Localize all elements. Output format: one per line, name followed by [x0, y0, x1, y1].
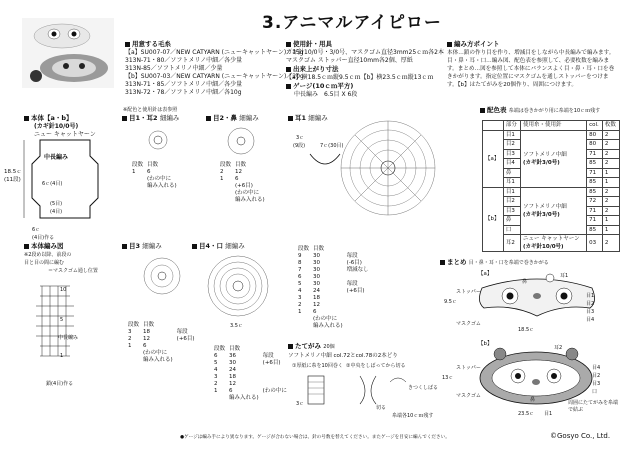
matome-stopper-b: ストッパー	[456, 365, 481, 371]
body-chart-footer: 鎖(4目)作る	[46, 381, 74, 387]
color-note: ※配色と使用針は表参照	[123, 107, 178, 113]
row-label: 5	[60, 317, 64, 323]
matome-b-part: 口	[592, 389, 598, 395]
matome-a-part: 目3	[586, 309, 595, 315]
materials-line: 313N-71・80／ソフトメリノ中細／各少量	[125, 57, 243, 64]
mimi1-table: 段数 目数 9 30 毎段 8 30 (-6目) 7 30 増減なし 6 30 5 30 毎段 4 24 (+6目) 3 18 2 12 1 6 (わの中に 編み入れる)	[298, 246, 369, 329]
matome-a-part: 鼻	[522, 279, 528, 285]
materials-heading: 用意する毛糸	[132, 40, 171, 48]
materials-line: 313N-85／ソフトメリノ中細／少量	[125, 65, 223, 72]
mimi1-dim: 7ｃ(30目)	[320, 143, 344, 149]
part-me2: 目2・鼻 細編み	[206, 114, 259, 123]
matome-gomu-b: マスクゴム	[456, 393, 481, 399]
part-me3-table: 段数 目数 3 18 毎段 2 12 (+6目) 1 6 (わの中に 編み入れる)	[128, 322, 195, 363]
size-text: 【a】横18.5ｃｍ縦9.5ｃｍ【b】横23.5ｃｍ縦13ｃｍ	[286, 74, 434, 81]
body-center-label: 中長編み	[44, 154, 69, 161]
materials-section	[125, 40, 304, 97]
matome-a-part: 目4	[586, 317, 595, 323]
gauge-heading: ゲージ(10ｃｍ平方)	[293, 82, 354, 90]
footer-note: ●ゲージは編み手により異なります。ゲージが合わない場合は、針の号数を替えてください。またゲージを目安に編んでください。	[180, 435, 450, 440]
tategami-3c: 3ｃ	[296, 401, 305, 407]
body-heading: 本体【a・b】	[31, 114, 73, 122]
gauge-text: 中長編み 6.5目 X 6段	[294, 91, 358, 98]
part-me3: 目3 細編み	[122, 242, 162, 251]
body-dim: (4目)	[50, 209, 63, 215]
points-section	[447, 40, 619, 89]
body-diagram	[20, 138, 120, 238]
body-dim: (5目)	[50, 201, 63, 207]
part-me4-table: 段数 目数 6 36 毎段 5 30 (+6目) 4 24 3 18 2 12 1 6 (わの中に 編み入れる)	[214, 346, 287, 401]
matome-b-diagram	[476, 346, 596, 408]
part-me2-diagram	[226, 126, 256, 156]
row-label: 10	[60, 287, 67, 293]
materials-line: 【b】SU007-03／NEW CATYARN (ニューキャットヤーン)／20g	[125, 73, 304, 80]
body-chart-label: 中長編み	[58, 335, 79, 341]
matome-b-part: 耳2	[554, 345, 563, 351]
part-me2-table: 段数 目数 2 12 1 6 (+6目) (わの中に 編み入れる)	[220, 162, 265, 203]
matome-a-diagram	[472, 272, 602, 322]
body-dim-rows: (11段)	[4, 177, 21, 183]
tategami-tie: きつくしばる	[408, 385, 439, 391]
body-hook: (カギ針10/0号)	[34, 123, 79, 130]
mimi1-shape	[308, 150, 342, 172]
mimi1-dim: (9段)	[293, 143, 306, 149]
matome-gomu: マスクゴム	[456, 321, 481, 327]
row-label: 1	[60, 353, 64, 359]
part-mimi1-diagram	[338, 118, 438, 218]
matome-b-part: 目1	[544, 411, 553, 417]
tools-heading: 使用針・用具	[293, 40, 332, 48]
tools-section	[286, 40, 444, 99]
body-chart-section	[24, 242, 98, 275]
part-me1-table: 段数 目数 1 6 (わの中に 編み入れる)	[132, 162, 177, 189]
size-heading: 出来上がり寸法	[293, 65, 339, 73]
copyright: ©Gosyo Co., Ltd.	[550, 432, 611, 440]
color-table-header: 配色表 糸端は巻きかがり用に糸端を10ｃｍ残す	[480, 106, 600, 116]
matome-stopper: ストッパー	[456, 289, 481, 295]
matome-a-part: 目2	[586, 301, 595, 307]
body-dim-height: 18.5ｃ	[4, 169, 22, 175]
color-table: 部分 使用糸・使用針 col. 枚数 【a】 目1 ソフトメリノ中細 (カギ針3/0号) 80 2 目2 80 2 目3 71 2 目4 85 2 鼻 71 1 耳1 85 1 【b】 目1 ソフトメリノ中細 (カギ針3/0号) 85 2 目2 72 2 目3 71 2 鼻 71 1 口 85 1 耳2 ニュー キャットヤーン (カギ針10/0号) 03 2	[482, 120, 620, 252]
points-text: 本体…鎖の作り目を作り、増減目をしながら中長編みで編みます。目・鼻・耳・口…編み図、配色表を参照して、必要枚数を編みます。まとめ…図を参照して本体にバランスよく目・鼻・耳・口を巻きかがります。指定位置にマスクゴムを通しストッパーをつけます。【b】はたてがみを20個作り、周囲につけます。	[447, 50, 615, 88]
body-chart-heading: 本体編み図	[31, 242, 64, 250]
tategami-step2: ②中央をしばってから切る	[346, 363, 406, 369]
matome-a-dim: 9.5ｃ	[444, 299, 457, 305]
product-photo	[22, 18, 114, 88]
part-me4: 目4・口 細編み	[192, 242, 245, 251]
tategami-step1: ①厚紙に糸を10回巻く	[292, 363, 343, 369]
body-section	[24, 114, 96, 139]
body-chart-note: ※2段め以降、前段の	[24, 252, 72, 258]
matome-b-dim: 23.5ｃ	[518, 411, 535, 417]
tategami-end: 糸端各10ｃｍ残す	[392, 413, 434, 419]
tools-line: マスクゴム ストッパー直径10mm各2個、厚紙	[286, 57, 413, 64]
matome-b-part: 目4	[592, 365, 601, 371]
tategami-section: たてがみ 20個 ソフトメリノ中細 col.72とcol.78の2本どり	[288, 342, 398, 359]
matome-a-part: 目1	[586, 293, 595, 299]
matome-a-part: 耳1	[560, 273, 569, 279]
matome-b-dim: 13ｃ	[442, 375, 454, 381]
page-title: 3.アニマルアイピロー	[262, 13, 442, 33]
tategami-cut: 切る	[376, 405, 387, 411]
matome-b-label: 【b】	[478, 341, 493, 347]
body-dim: 6ｃ	[32, 227, 41, 233]
body-yarn: ニュー キャットヤーン	[34, 131, 96, 138]
materials-line: 313N-71・85／ソフトメリノ中細／各少量	[125, 81, 243, 88]
matome-a-dim: 18.5ｃ	[518, 327, 535, 333]
materials-line: 313N-72・78／ソフトメリノ中細／各10g	[125, 89, 242, 96]
part-me1: 目1・耳2 細編み	[122, 114, 179, 123]
me3-dim: 3.5ｃ	[230, 323, 243, 329]
part-me3-diagram	[142, 256, 182, 296]
body-chart-diagram	[30, 282, 110, 372]
matome-section: まとめ 目・鼻・耳・口を糸端で巻きかがる	[440, 258, 549, 268]
body-dim: 6ｃ(4目)	[42, 181, 63, 187]
tategami-text: ソフトメリノ中細 col.72とcol.78の2本どり	[288, 353, 398, 359]
part-mimi1: 耳1 細編み	[288, 114, 328, 123]
body-footer: (4目)作る	[32, 235, 55, 241]
body-chart-note: 目と目の間に編む	[24, 260, 65, 266]
tategami-diagram	[300, 372, 430, 412]
matome-a-label: 【a】	[478, 271, 493, 277]
matome-b-part: 目2	[592, 373, 601, 379]
matome-b-part: 目3	[592, 381, 601, 387]
part-me4-diagram	[206, 254, 270, 318]
mimi1-dim: 3ｃ	[296, 135, 305, 141]
tools-line: カギ針10/0号・3/0号、マスクゴム直径3mm25ｃｍ各2本	[286, 49, 444, 56]
matome-b-note: 周囲にたてがみを糸端で結ぶ	[568, 400, 619, 413]
materials-line: 【a】SU007-07／NEW CATYARN (ニューキャットヤーン)／15g	[125, 49, 304, 56]
body-chart-note: ＝マスクゴム通し位置	[48, 268, 98, 274]
points-heading: 編み方ポイント	[454, 40, 500, 48]
part-me1-diagram	[146, 128, 170, 152]
matome-b-part: 鼻	[530, 397, 536, 403]
